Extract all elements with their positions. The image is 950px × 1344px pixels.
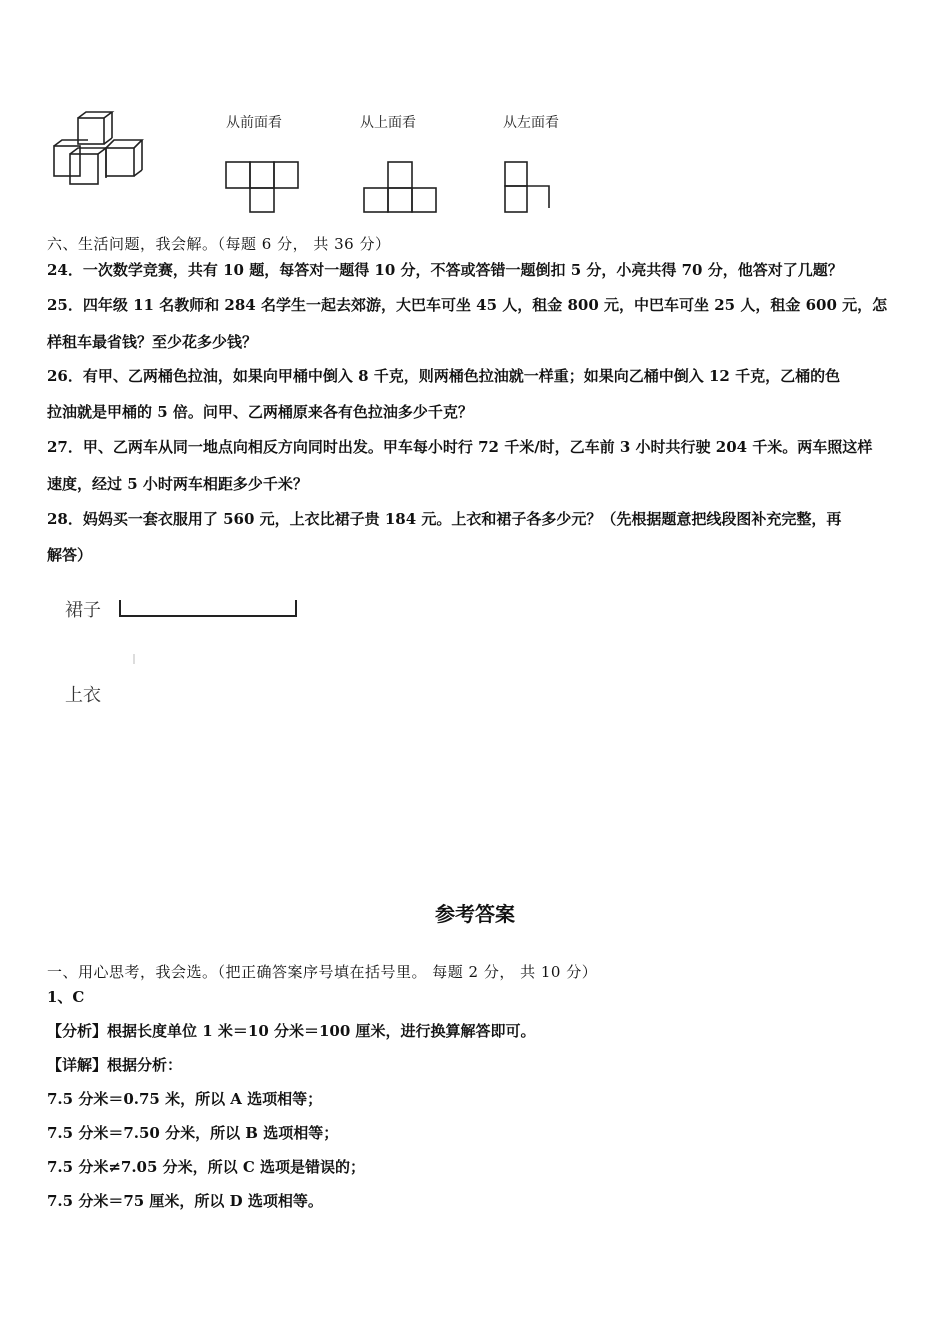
question-28-line1: 28．妈妈买一套衣服用了 560 元，上衣比裙子贵 184 元。上衣和裙子各多少元？（先根据题意把线段图补充完整，再 [47, 510, 842, 528]
view-label-front: 从前面看 [226, 115, 282, 131]
front-view-figure [224, 160, 304, 216]
question-25-line2: 样租车最省钱？至少花多少钱？ [47, 333, 258, 351]
question-25-line1: 25．四年级 11 名教师和 284 名学生一起去郊游，大巴车可坐 45 人，租金 800 元，中巴车可坐 25 人，租金 600 元，怎 [47, 296, 888, 314]
answer-1-line-a: 7.5 分米＝0.75 米，所以 A 选项相等； [47, 1090, 323, 1108]
section-6-header: 六、生活问题，我会解。（每题 6 分， 共 36 分） [47, 235, 391, 253]
view-label-left: 从左面看 [503, 115, 559, 131]
left-view-figure [503, 160, 563, 216]
question-24: 24．一次数学竞赛，共有 10 题，每答对一题得 10 分，不答或答错一题倒扣 5 分，小亮共得 70 分，他答对了几题？ [47, 261, 843, 279]
answer-1-detail: 【详解】根据分析： [47, 1056, 183, 1074]
cube-stack-figure [48, 110, 158, 190]
answer-1: 1、C [47, 988, 85, 1006]
question-26-line2: 拉油就是甲桶的 5 倍。问甲、乙两桶原来各有色拉油多少千克？ [47, 403, 473, 421]
segment-label-skirt: 裙子 [65, 600, 101, 621]
question-26-line1: 26．有甲、乙两桶色拉油，如果向甲桶中倒入 8 千克，则两桶色拉油就一样重；如果向乙桶中倒入 12 千克，乙桶的色 [47, 367, 841, 385]
view-label-top: 从上面看 [360, 115, 416, 131]
answer-1-line-b: 7.5 分米＝7.50 分米，所以 B 选项相等； [47, 1124, 339, 1142]
answer-1-line-c: 7.5 分米≠7.05 分米，所以 C 选项是错误的； [47, 1158, 366, 1176]
question-28-line2: 解答） [47, 546, 93, 564]
top-view-figure [362, 160, 442, 216]
answer-1-analysis: 【分析】根据长度单位 1 米＝10 分米＝100 厘米，进行换算解答即可。 [47, 1022, 536, 1040]
faint-tick-mark [132, 654, 136, 666]
answers-title: 参考答案 [435, 902, 515, 926]
answer-1-line-d: 7.5 分米＝75 厘米，所以 D 选项相等。 [47, 1192, 323, 1210]
answers-section-1-header: 一、用心思考，我会选。（把正确答案序号填在括号里。 每题 2 分， 共 10 分） [47, 963, 598, 981]
segment-label-top: 上衣 [65, 685, 101, 706]
question-27-line2: 速度，经过 5 小时两车相距多少千米？ [47, 475, 308, 493]
skirt-segment [116, 598, 302, 622]
question-27-line1: 27．甲、乙两车从同一地点向相反方向同时出发。甲车每小时行 72 千米/时，乙车前 3 小时共行驶 204 千米。两车照这样 [47, 438, 873, 456]
